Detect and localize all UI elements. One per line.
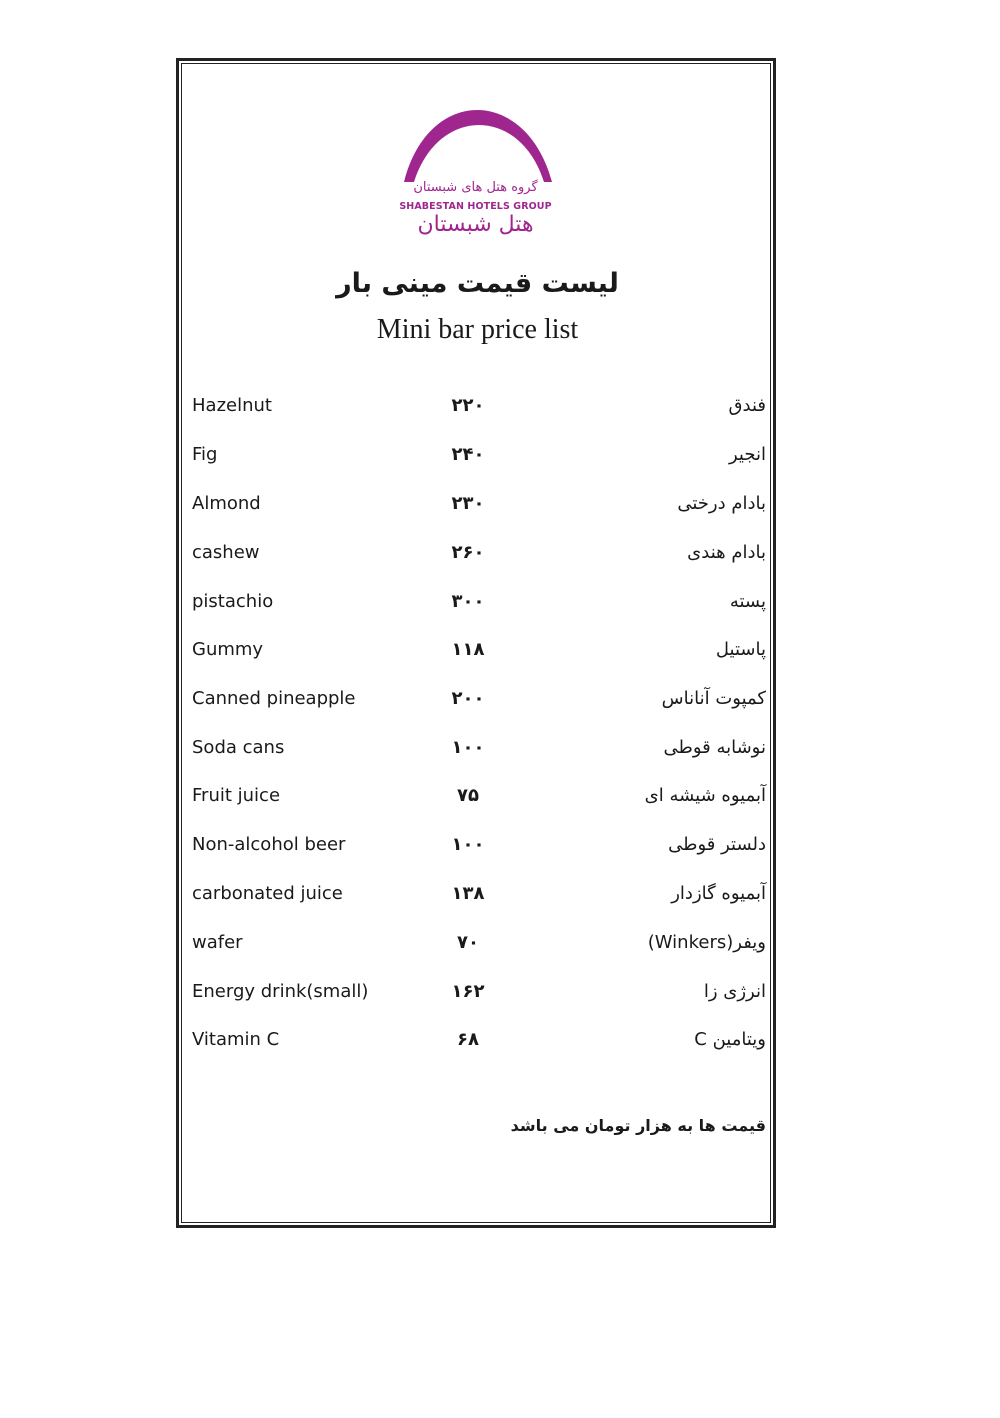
item-name-fa: نوشابه قوطی <box>663 737 766 758</box>
item-name-fa: ویفر(Winkers) <box>647 932 766 953</box>
item-price: ۲۴۰ <box>451 444 485 465</box>
item-name-fa: انجیر <box>729 444 766 465</box>
item-price: ۲۲۰ <box>451 395 485 416</box>
price-row <box>190 591 766 621</box>
item-name-en: Energy drink(small) <box>192 981 369 1002</box>
item-name-fa: ویتامین C <box>694 1029 766 1050</box>
price-row <box>190 981 766 1011</box>
item-name-fa: بادام درختی <box>677 493 766 514</box>
item-name-en: Vitamin C <box>192 1029 280 1050</box>
item-name-en: pistachio <box>192 591 274 612</box>
item-name-fa: فندق <box>728 395 766 416</box>
item-price: ۱۰۰ <box>451 737 485 758</box>
item-price: ۷۰ <box>457 932 479 953</box>
item-price: ۱۰۰ <box>451 834 485 855</box>
item-price: ۱۳۸ <box>451 883 485 904</box>
item-name-en: Fruit juice <box>192 785 281 806</box>
price-currency-note: قیمت ها به هزار تومان می باشد <box>510 1116 766 1135</box>
item-name-en: Gummy <box>192 639 264 660</box>
item-name-en: Canned pineapple <box>192 688 356 709</box>
item-name-fa: آبمیوه گازدار <box>671 883 766 904</box>
item-name-fa: کمپوت آناناس <box>661 688 766 709</box>
item-price: ۲۰۰ <box>451 688 485 709</box>
item-name-fa: آبمیوه شیشه ای <box>644 785 766 806</box>
item-name-en: wafer <box>192 932 243 953</box>
item-name-fa: انرژی زا <box>703 981 766 1002</box>
item-price: ۱۶۲ <box>451 981 485 1002</box>
price-row <box>190 688 766 718</box>
price-row <box>190 932 766 962</box>
item-name-en: Hazelnut <box>192 395 272 416</box>
price-row <box>190 1029 766 1059</box>
page-title-en: Mini bar price list <box>376 314 579 345</box>
item-price: ۲۶۰ <box>451 542 485 563</box>
logo-group-name-fa: گروه هتل های شبستان <box>413 180 538 195</box>
item-price: ۲۳۰ <box>451 493 485 514</box>
item-name-fa: پسته <box>729 591 766 612</box>
price-row <box>190 785 766 815</box>
item-name-fa: بادام هندی <box>687 542 766 563</box>
item-price: ۱۱۸ <box>451 639 485 660</box>
price-row <box>190 395 766 425</box>
price-row <box>190 444 766 474</box>
price-row <box>190 834 766 864</box>
price-row <box>190 493 766 523</box>
logo-group-name-en: SHABESTAN HOTELS GROUP <box>399 201 552 212</box>
item-price: ۳۰۰ <box>451 591 485 612</box>
item-name-en: cashew <box>192 542 260 563</box>
logo-hotel-name-fa: هتل شبستان <box>417 212 534 237</box>
item-name-fa: پاستیل <box>715 639 766 660</box>
item-price: ۷۵ <box>457 785 479 806</box>
price-row <box>190 883 766 913</box>
page-title-fa: لیست قیمت مینی بار <box>336 268 619 299</box>
item-name-en: Non-alcohol beer <box>192 834 346 855</box>
arch-logo-icon <box>398 100 558 185</box>
item-name-fa: دلستر قوطی <box>668 834 766 855</box>
item-name-en: Fig <box>192 444 218 465</box>
hotel-logo <box>398 100 558 245</box>
price-row <box>190 737 766 767</box>
price-row <box>190 639 766 669</box>
price-row <box>190 542 766 572</box>
item-name-en: carbonated juice <box>192 883 343 904</box>
item-name-en: Soda cans <box>192 737 285 758</box>
item-name-en: Almond <box>192 493 261 514</box>
item-price: ۶۸ <box>457 1029 479 1050</box>
